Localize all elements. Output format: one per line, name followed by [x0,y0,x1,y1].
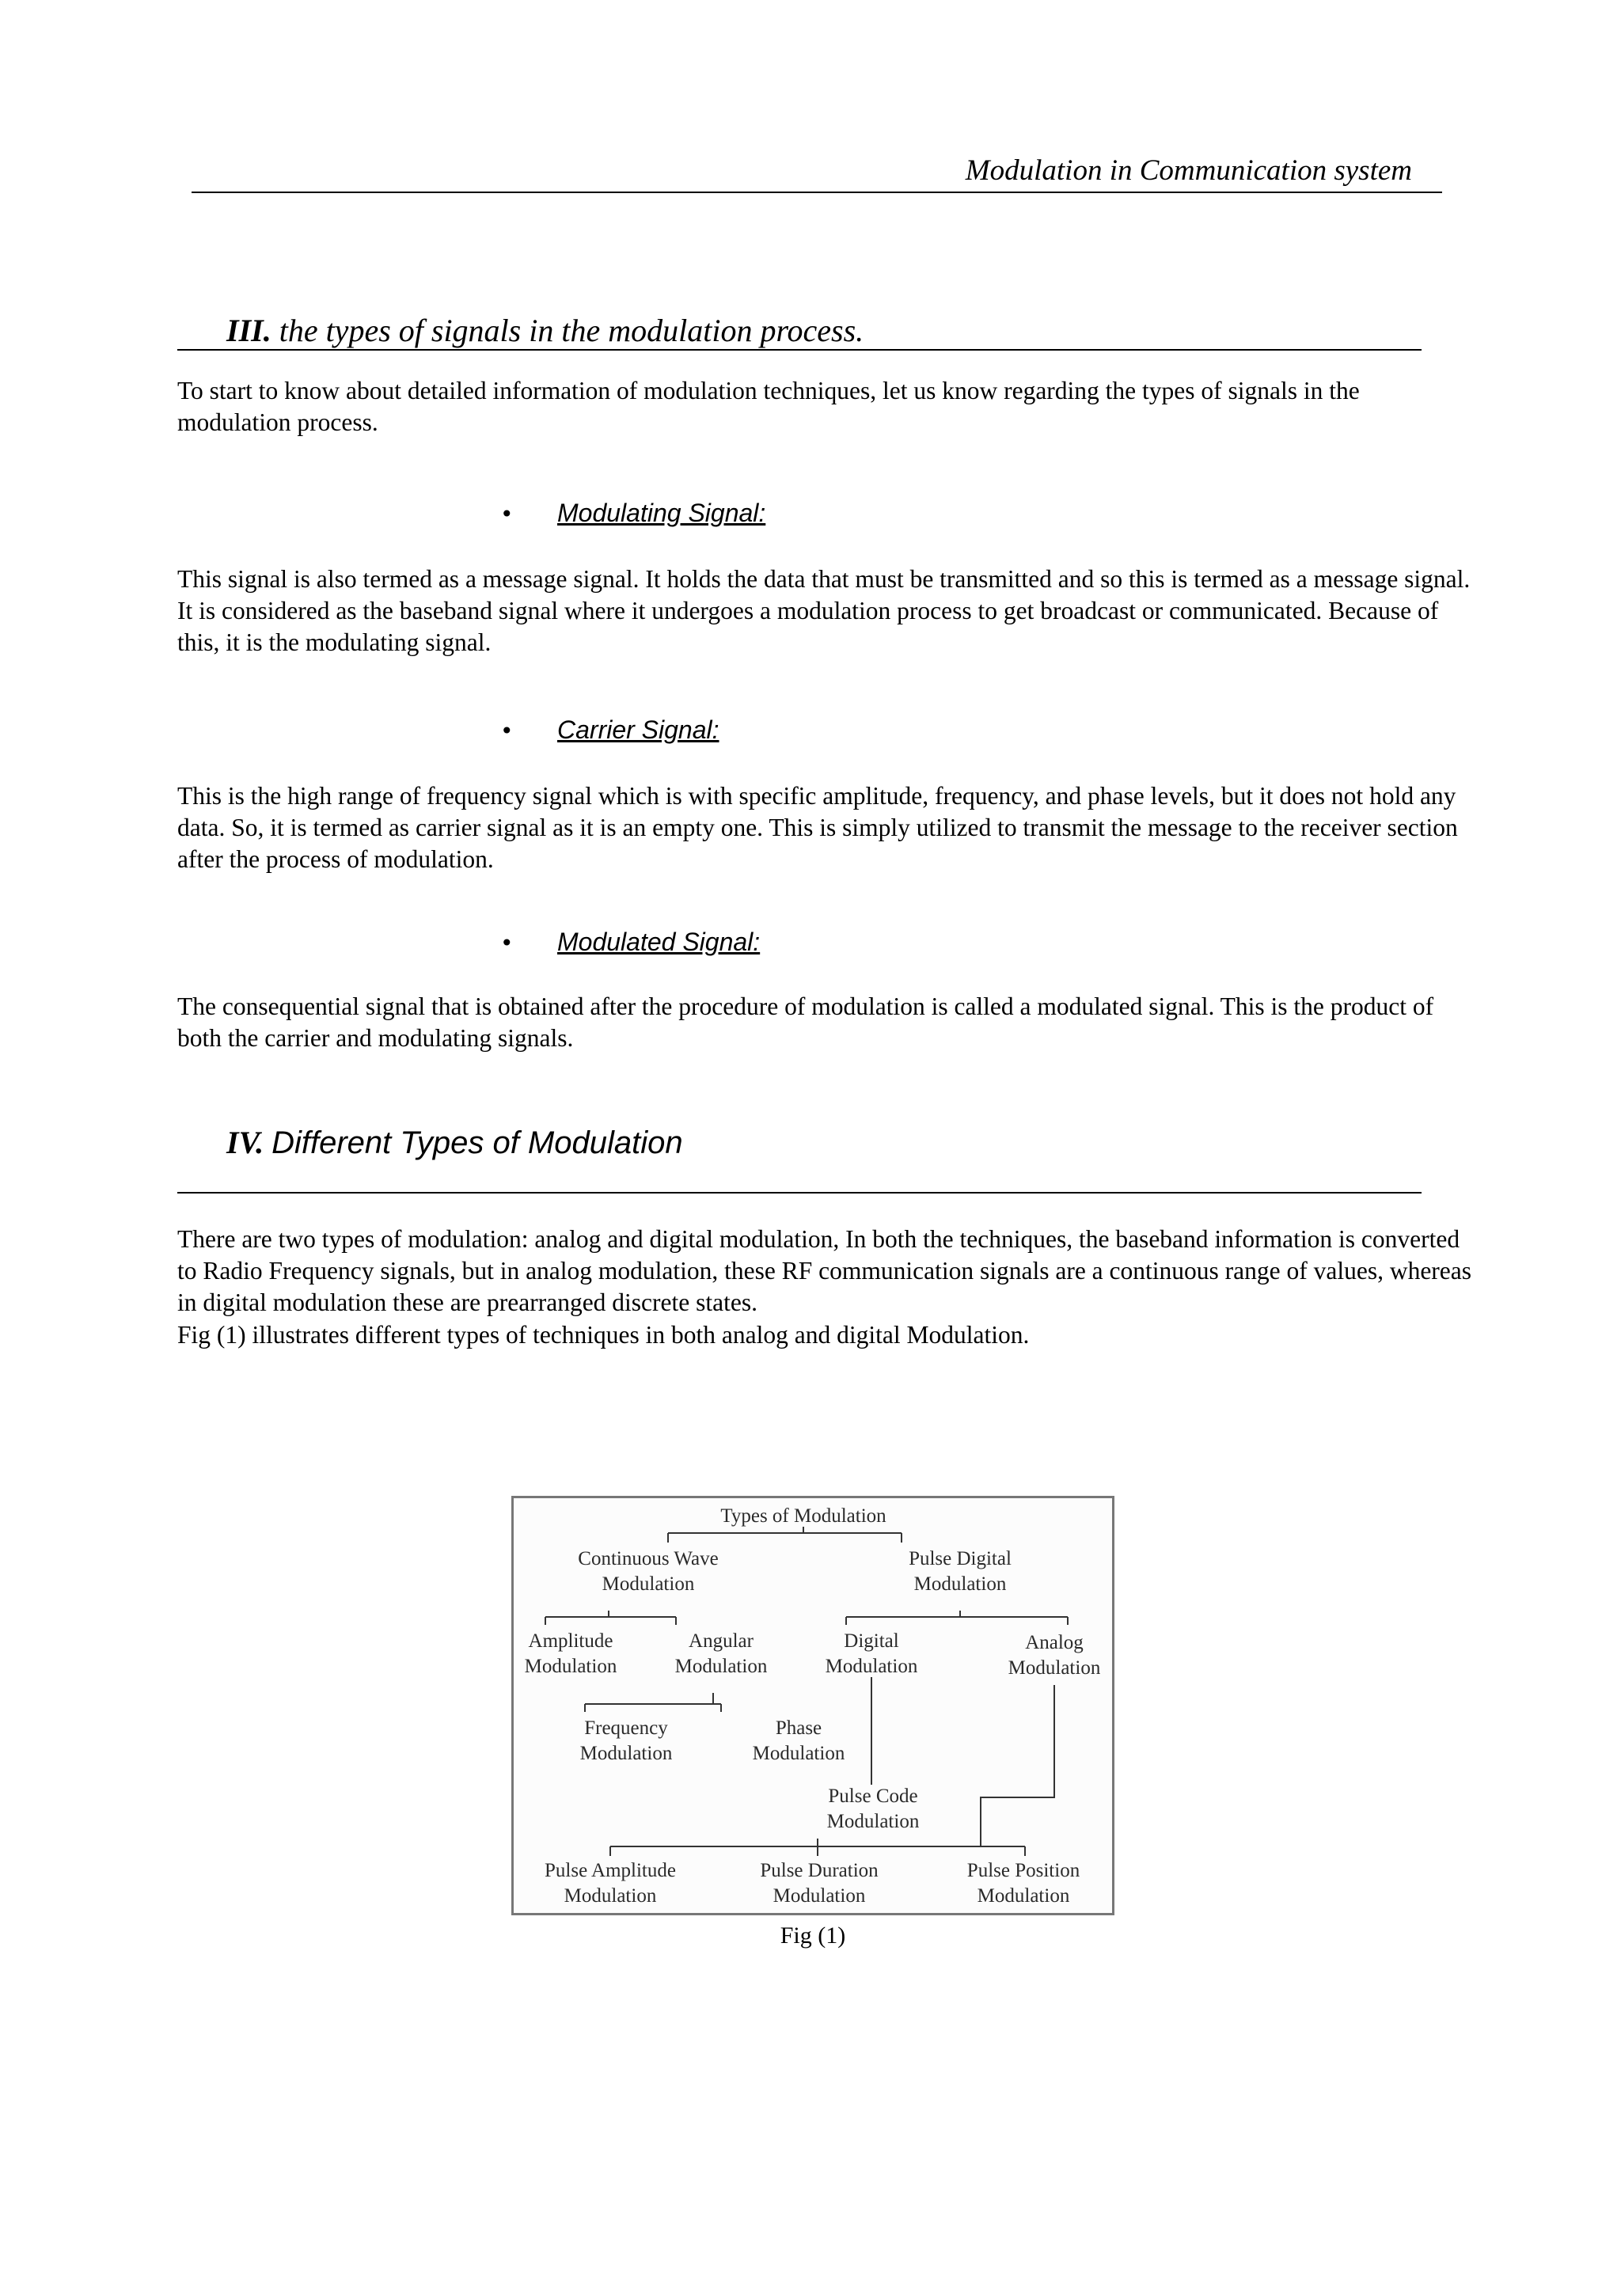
node-digital-line2: Modulation [825,1656,918,1677]
node-types-of-modulation: Types of Modulation [720,1505,886,1527]
bullet-icon: • [500,501,514,527]
node-pulse-position-line2: Modulation [977,1885,1070,1907]
node-analog-line1: Analog [1025,1632,1084,1653]
node-continuous-wave-line1: Continuous Wave [578,1548,719,1569]
section-4-rule [177,1192,1422,1194]
modulating-signal-text: This signal is also termed as a message signal. It holds the data that must be transmitted and so this is termed as a message signal. It is considered as the baseband signal where it undergoes a modulation process to get broadcast or communicated. Because of this, it is the modulating signal. [177,565,1471,656]
node-frequency-line2: Modulation [579,1743,673,1764]
node-analog-line2: Modulation [1008,1657,1101,1679]
section-3-heading [177,310,1422,351]
section-4-title: Different Types of Modulation [271,1125,683,1160]
bullet-icon: • [500,718,514,744]
section-4-paragraph-2: Fig (1) illustrates different types of techniques in both analog and digital Modulation. [177,1321,1030,1349]
bullet-modulating-signal [500,497,765,530]
node-angular-line1: Angular [689,1630,754,1652]
bullet-label: Carrier Signal: [557,715,719,744]
section-3-rule [177,349,1422,351]
node-amplitude-line1: Amplitude [528,1630,613,1652]
connector [981,1685,1054,1846]
node-pulse-duration-line1: Pulse Duration [760,1860,879,1881]
header-rule [192,192,1442,193]
node-frequency-line1: Frequency [584,1717,668,1739]
node-pulse-code-line1: Pulse Code [828,1786,918,1807]
diagram-svg [514,1498,1117,1918]
section-4-number: IV. [226,1125,264,1160]
node-continuous-wave-line2: Modulation [602,1573,695,1595]
figure-caption: Fig (1) [780,1922,846,1949]
node-pulse-digital-line1: Pulse Digital [909,1548,1012,1569]
node-pulse-amplitude-line2: Modulation [564,1885,657,1907]
section-3-intro: To start to know about detailed information of modulation techniques, let us know regarding the types of signals in the modulation process. [177,377,1360,436]
modulated-signal-text: The consequential signal that is obtained after the procedure of modulation is called a modulated signal. This is the product of both the carrier and modulating signals. [177,992,1434,1052]
bullet-label: Modulating Signal: [557,499,766,527]
modulation-types-diagram [511,1496,1114,1915]
section-4-paragraph-1: There are two types of modulation: analog and digital modulation, In both the techniques, the baseband information is converted to Radio Frequency signals, but in analog modulation, these RF communication signals are a continuous range of values, whereas in digital modulation these are prearranged discrete states. [177,1225,1472,1316]
section-3-title: the types of signals in the modulation process. [279,313,864,348]
node-pulse-code-line2: Modulation [826,1811,920,1832]
section-3-number: III. [226,313,271,348]
running-header: Modulation in Communication system [965,154,1412,187]
node-phase-line2: Modulation [752,1743,845,1764]
node-pulse-amplitude-line1: Pulse Amplitude [545,1860,676,1881]
node-digital-line1: Digital [844,1630,899,1652]
node-angular-line2: Modulation [674,1656,768,1677]
bullet-carrier-signal [500,714,719,747]
bullet-icon: • [500,930,514,956]
node-pulse-duration-line2: Modulation [773,1885,866,1907]
bullet-label: Modulated Signal: [557,928,761,956]
node-pulse-digital-line2: Modulation [913,1573,1007,1595]
section-4-heading [177,1122,1422,1163]
bullet-modulated-signal [500,926,760,959]
node-phase-line1: Phase [775,1717,822,1739]
carrier-signal-text: This is the high range of frequency signal which is with specific amplitude, frequency, and phase levels, but it does not hold any data. So, it is termed as carrier signal as it is an empty one. This is simply utilized to transmit the message to the receiver section after the process of modulation. [177,782,1458,873]
node-amplitude-line2: Modulation [524,1656,617,1677]
node-pulse-position-line1: Pulse Position [966,1860,1080,1881]
